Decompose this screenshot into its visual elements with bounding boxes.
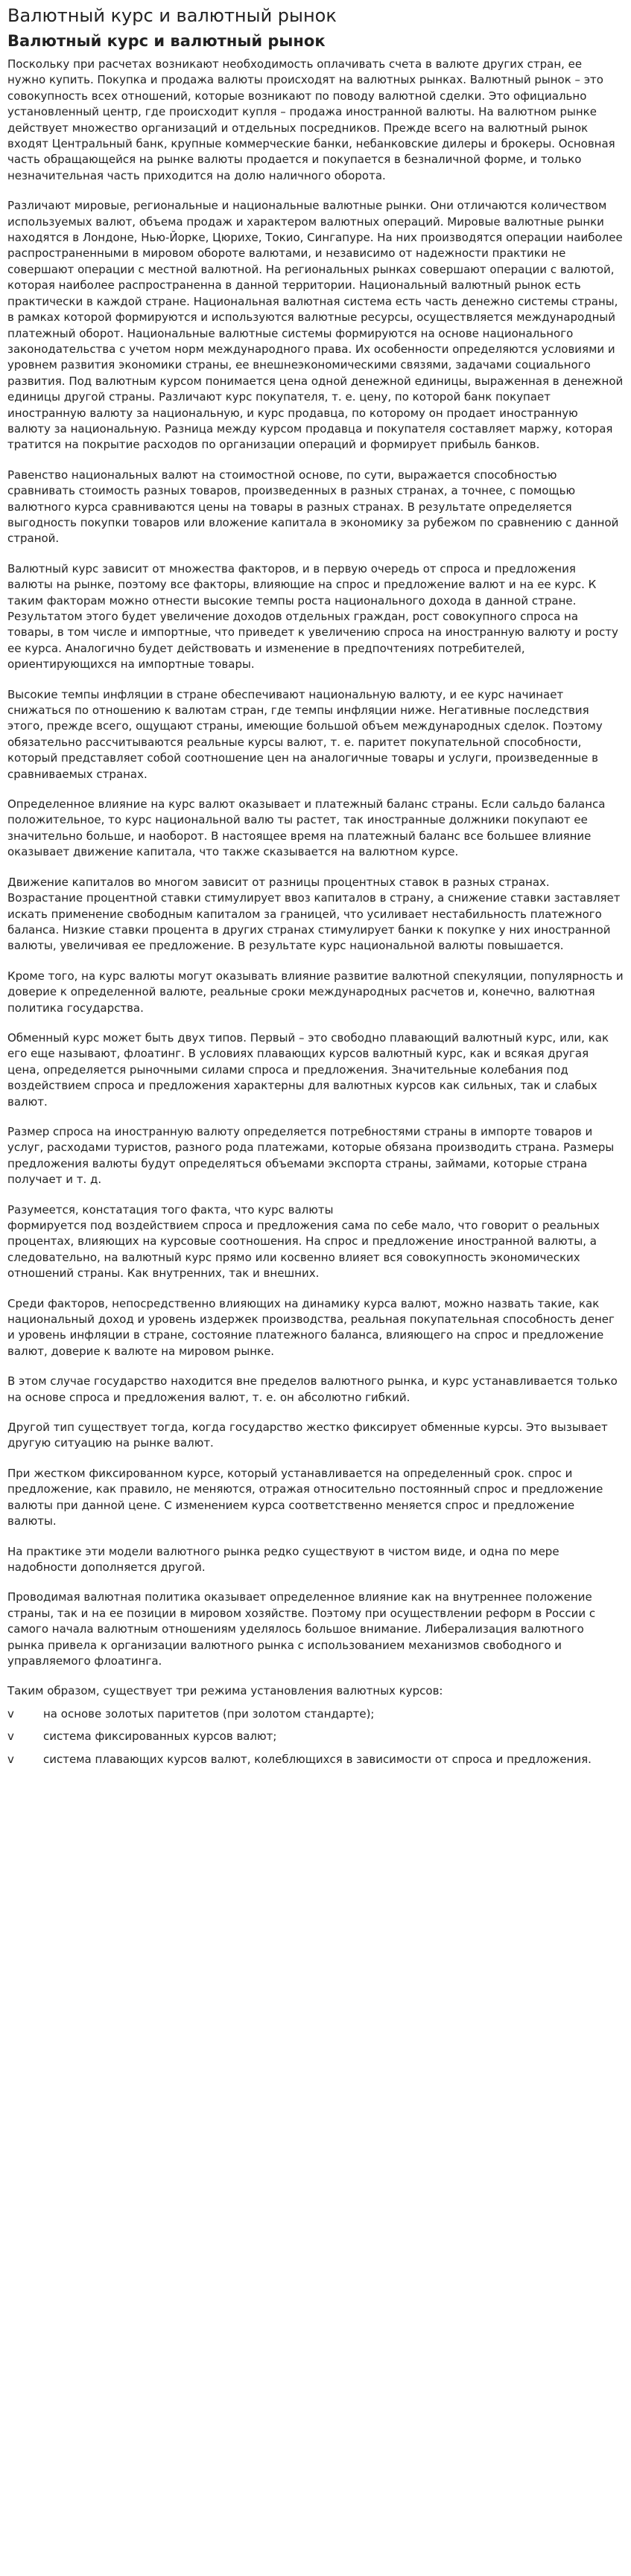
document-subtitle: Валютный курс и валютный рынок	[7, 32, 326, 50]
paragraph: На практике эти модели валютного рынка редко существуют в чистом виде, и одна по мере надобности дополняется другой.	[7, 1544, 559, 1574]
paragraph: Движение капиталов во многом зависит от разницы процентных ставок в разных странах. Возрастание процентной ставки стимулирует ввоз капиталов в страну, а снижение ставки заставляет искать применение свободным капиталом за границей, что усиливает нестабильность платежного баланса. Низкие ставки процента в других странах стимулирует банки к покупке у них иностранной валюты, увеличивая ее предложение. В результате курс национальной валюты повышается.	[7, 875, 621, 953]
paragraph: При жестком фиксированном курсе, который устанавливается на определенный срок. спрос и предложение, как правило, не меняются, отражая относительно постоянный спрос и предложение валюты при данной цене. С изменением курса соответственно меняется спрос и предложение валюты.	[7, 1466, 603, 1528]
paragraph: Размер спроса на иностранную валюту определяется потребностями страны в импорте товаров и услуг, расходами туристов, разного рода платежами, которые обязана производить страна. Размеры предложения валюты будут определяться объемами экспорта страны, займами, которые страна получает и т. д.	[7, 1124, 615, 1187]
paragraph: Проводимая валютная политика оказывает определенное влияние как на внутреннее положение страны, так и на ее позиции в мировом хозяйстве. Поэтому при осуществлении реформ в России с самого начала валютным отношениям уделялось большое внимание. Либерализация валютного рынка привела к организации валютного рынка с использованием механизмов свободного и управляемого флоатинга.	[7, 1590, 596, 1668]
paragraph: Обменный курс может быть двух типов. Первый – это свободно плавающий валютный курс, или, как его еще называют, флоатинг. В условиях плавающих курсов валютный курс, как и всякая другая цена, определяется рыночными силами спроса и предложения. Значительные колебания под воздействием спроса и предложения характерны для валютных курсов как сильных, так и слабых валют.	[7, 1030, 609, 1109]
paragraph: Таким образом, существует три режима установления валютных курсов:	[7, 1684, 443, 1698]
paragraph: Равенство национальных валют на стоимостной основе, по сути, выражается способностью сравнивать стоимость разных товаров, произведенных в разных странах, а точнее, с помощью валютного курса сравниваются цены на товары в разных странах. В результате определяется выгодность покупки товаров или вложение капитала в экономику за рубежом по сравнению с данной страной.	[7, 468, 619, 546]
list-item	[7, 1729, 624, 1744]
paragraph: Поскольку при расчетах возникают необходимость оплачивать счета в валюте других стран, ее нужно купить. Покупка и продажа валюты происходят на валютных рынках. Валютный рынок – это совокупность всех отношений, которые возникают по поводу валютной сделки. Это официально установленный центр, где происходит купля – продажа иностранной валюты. На валютном рынке действует множество организаций и отдельных посредников. Прежде всего на валютный рынок входят Центральный банк, крупные коммерческие банки, небанковские дилеры и брокеры. Основная часть обращающейся на рынке валюты продается и покупается в безналичной форме, и только незначительная часть приходится на долю наличного оборота.	[7, 57, 615, 182]
paragraph: Определенное влияние на курс валют оказывает и платежный баланс страны. Если сальдо баланса положительное, то курс национальной валю ты растет, так иностранные должники покупают ее значительно больше, и наоборот. В настоящее время на платежный баланс все большее влияние оказывает движение капитала, что также сказывается на валютном курсе.	[7, 797, 606, 859]
exchange-regimes-list	[7, 1706, 624, 1767]
list-bullet: v	[7, 1729, 14, 1744]
paragraph: Валютный курс зависит от множества факторов, и в первую очередь от спроса и предложения валюты на рынке, поэтому все факторы, влияющие на спрос и предложение валют и на ее курс. К таким факторам можно отнести высокие темпы роста национального дохода в данной стране. Результатом этого будет увеличение доходов отдельных граждан, рост совокупного спроса на товары, в том числе и импортные, что приведет к увеличению спроса на иностранную валюту и росту ее курса. Аналогично будет действовать и изменение в предпочтениях потребителей, ориентирующихся на импортные товары.	[7, 561, 618, 672]
list-item-text: система плавающих курсов валют, колеблющихся в зависимости от спроса и предложения.	[43, 1752, 592, 1766]
paragraph: Кроме того, на курс валюты могут оказывать влияние развитие валютной спекуляции, популярность и доверие к определенной валюте, реальные сроки международных расчетов и, конечно, валютная политика государства.	[7, 969, 624, 1015]
list-item	[7, 1752, 624, 1767]
list-item-text: на основе золотых паритетов (при золотом стандарте);	[43, 1706, 375, 1721]
paragraph: Различают мировые, региональные и национальные валютные рынки. Они отличаются количеством используемых валют, объема продаж и характером валютных операций. Мировые валютные рынки находятся в Лондоне, Нью-Йорке, Цюрихе, Токио, Сингапуре. На них производятся операции наиболее распространенными в мировом обороте валютами, и независимо от надежности практики не совершают операции с местной валютной. На региональных рынках совершают операции с валютой, которая наиболее распространенна в данной территории. Национальный валютный рынок есть практически в каждой стране. Национальная валютная система есть часть денежно системы страны, в рамках которой формируются и используются валютные ресурсы, осуществляется международный платежный оборот. Национальные валютные системы формируются на основе национального законодательства с учетом норм международного права. Их особенности определяются условиями и уровнем развития экономики страны, ее внешнеэкономическими связями, задачами социального развития. Под валютным курсом понимается цена одной денежной единицы, выраженная в денежной единицы другой страны. Различают курс покупателя, т. е. цену, по которой банк покупает иностранную валюту за национальную, и курс продавца, по которому он продает иностранную валюту за национальную. Разница между курсом продавца и покупателя составляет маржу, которая тратится на покрытие расходов по организации операций и формирует прибыль банков.	[7, 199, 624, 452]
list-bullet: v	[7, 1706, 14, 1721]
paragraph: Разумеется, констатация того факта, что курс валюты формируется под воздействием спроса и предложения сама по себе мало, что говорит о реальных процентах, влияющих на курсовые соотношения. На спрос и предложение иностранной валюты, а следовательно, на валютный курс прямо или косвенно влияет вся совокупность экономических отношений страны. Как внутренних, так и внешних.	[7, 1202, 600, 1281]
document-title: Валютный курс и валютный рынок	[7, 5, 337, 26]
paragraph: Другой тип существует тогда, когда государство жестко фиксирует обменные курсы. Это вызывает другую ситуацию на рынке валют.	[7, 1421, 608, 1450]
paragraph: В этом случае государство находится вне пределов валютного рынка, и курс устанавливается только на основе спроса и предложения валют, т. е. он абсолютно гибкий.	[7, 1374, 618, 1404]
list-bullet: v	[7, 1752, 14, 1766]
paragraph: Среди факторов, непосредственно влияющих на динамику курса валют, можно назвать такие, как национальный доход и уровень издержек производства, реальная покупательная способность денег и уровень инфляции в стране, состояние платежного баланса, влияющего на спрос и предложение валют, доверие к валюте на мировом рынке.	[7, 1296, 615, 1358]
paragraph: Высокие темпы инфляции в стране обеспечивают национальную валюту, и ее курс начинает снижаться по отношению к валютам стран, где темпы инфляции ниже. Негативные последствия этого, прежде всего, ощущают страны, имеющие большой объем международных сделок. Поэтому обязательно рассчитываются реальные курсы валют, т. е. паритет покупательной способности, который представляет собой соотношение цен на аналогичные товары и услуги, произведенные в сравниваемых странах.	[7, 687, 603, 781]
list-item	[7, 1706, 624, 1722]
list-item-text: система фиксированных курсов валют;	[43, 1729, 277, 1744]
